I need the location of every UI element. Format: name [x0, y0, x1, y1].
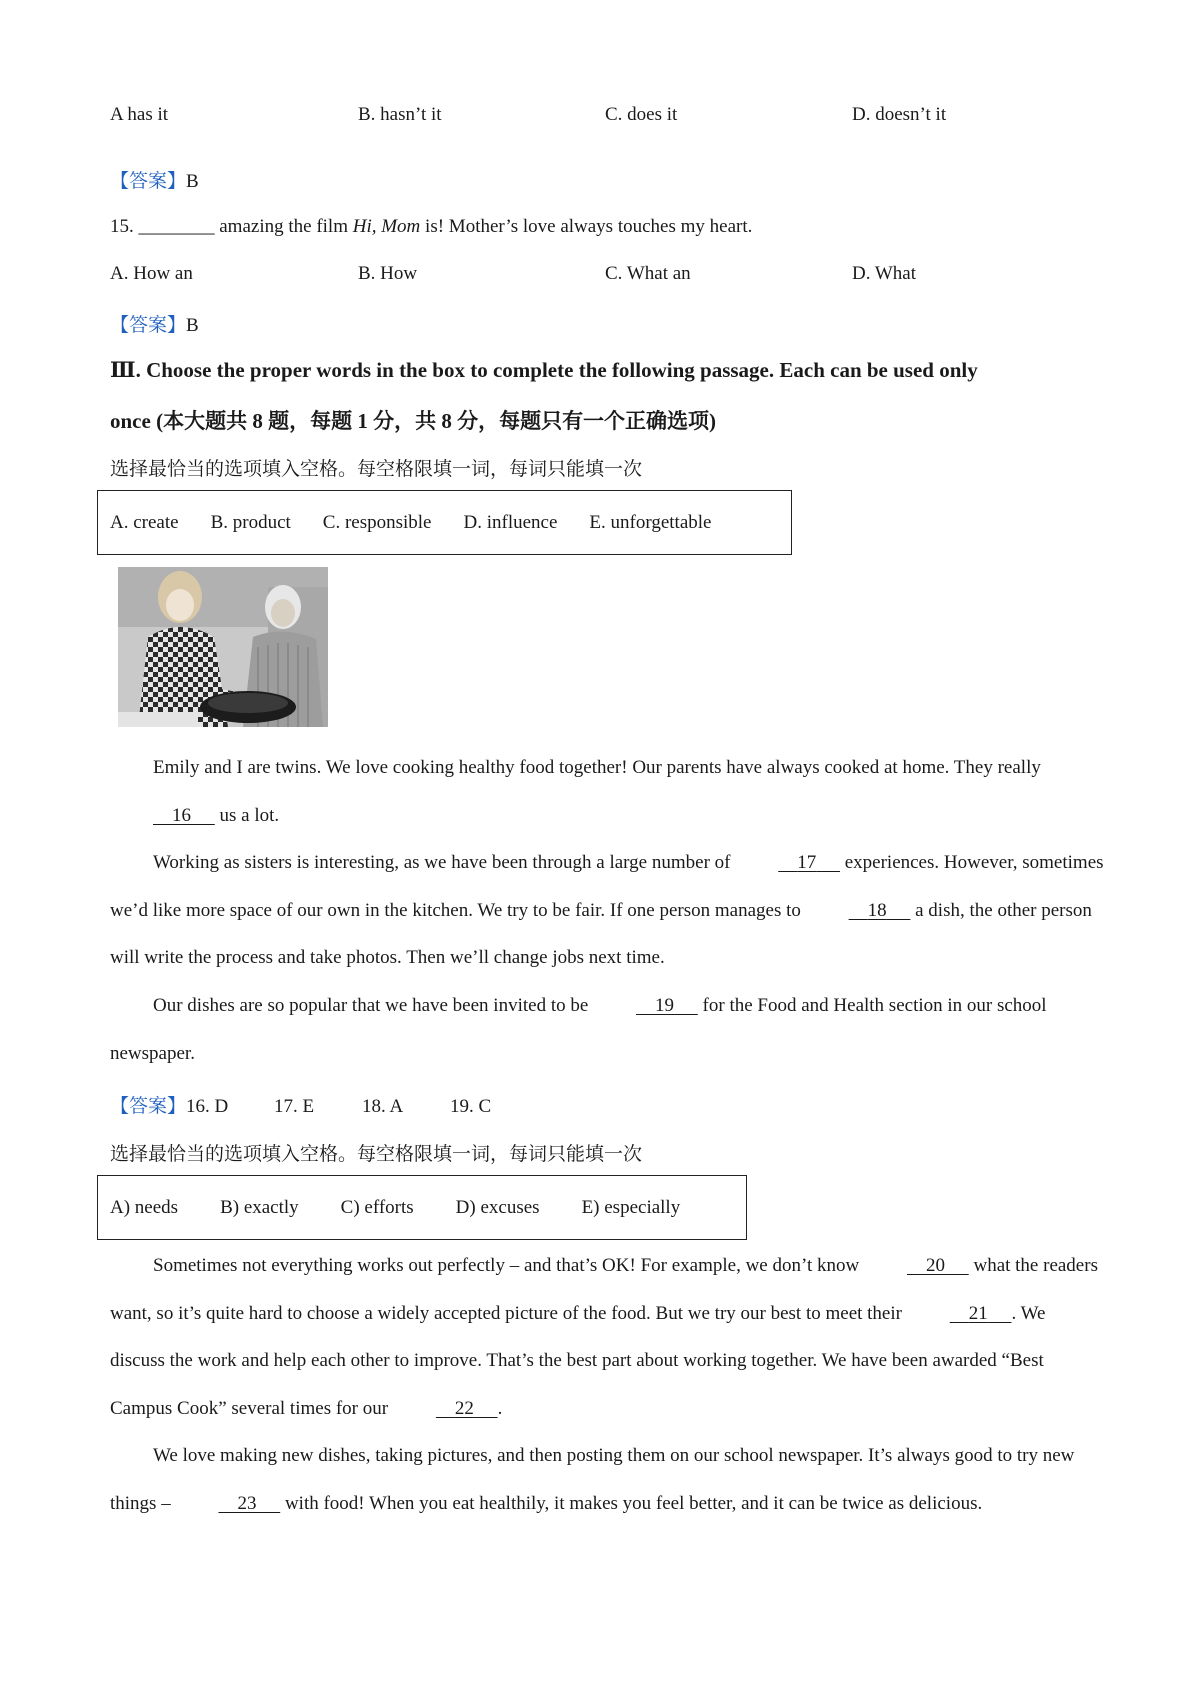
word-box-2-option-c: C) efforts: [340, 1196, 414, 1218]
blank-20: [864, 1242, 969, 1290]
q15-stem: [110, 216, 752, 238]
passage1-paragraph2: [110, 839, 1105, 982]
q15-number: 15.: [110, 216, 134, 237]
word-box-1-option-a: A. create: [110, 511, 179, 533]
q14-option-b: B. hasn’t it: [358, 104, 442, 125]
section3-heading-line1: Ⅲ. Choose the proper words in the box to complete the following passage. Each can be used only: [110, 358, 978, 382]
passage1-p3-after: for the Food and Health section in our school newspaper.: [110, 995, 1047, 1064]
word-box-2-option-a: A) needs: [110, 1196, 179, 1218]
answer-19: 19. C: [450, 1096, 492, 1117]
word-box-1-option-c: C. responsible: [322, 511, 432, 533]
section3-instruction: 选择最恰当的选项填入空格。每空格限填一词，每词只能填一次: [110, 459, 643, 480]
blank-17: [735, 839, 840, 887]
blank-23: [175, 1480, 280, 1528]
instruction-2: 选择最恰当的选项填入空格。每空格限填一词，每词只能填一次: [110, 1144, 643, 1165]
q15-text-after: is! Mother’s love always touches my heart.: [420, 216, 753, 237]
q14-answer-value: B: [186, 171, 199, 192]
twins-cooking-photo: [118, 567, 328, 727]
q15-option-b: B. How: [358, 263, 418, 284]
blank-16: [110, 792, 215, 840]
q14-answer: [110, 166, 199, 193]
answer-17: 17. E: [274, 1096, 315, 1117]
q15-answer-value: B: [186, 315, 199, 336]
blank-19: [593, 982, 698, 1030]
blank-21-number: 21: [968, 1302, 988, 1324]
blank-22-number: 22: [454, 1397, 474, 1419]
q14-option-a: A has it: [110, 104, 169, 125]
q15-option-c: C. What an: [605, 263, 691, 284]
passage1-p3-before: Our dishes are so popular that we have been invited to be: [153, 995, 594, 1016]
q15-answer: [110, 310, 199, 337]
passage1-p2-mid: experiences. However, sometimes we’d like more space of our own in the kitchen. We try to be fair. If one person manages to: [110, 852, 1104, 921]
blank-23-number: 23: [237, 1492, 257, 1514]
blank-18: [806, 887, 911, 935]
answers-16-19: [110, 1091, 491, 1118]
passage2-p2-before: We love making new dishes, taking pictures, and then posting them on our school newspaper. It’s always good to try new things –: [110, 1445, 1075, 1514]
passage1-p1-before: Emily and I are twins. We love cooking healthy food together! Our parents have always cooked at home. They really: [153, 757, 1041, 778]
answer-label: 【答案】: [110, 171, 187, 192]
q14-option-d: D. doesn’t it: [852, 104, 947, 125]
passage2-paragraph2: [110, 1432, 1105, 1527]
blank-22: [393, 1385, 498, 1433]
word-box-1-option-e: E. unforgettable: [589, 511, 712, 533]
q14-option-c: C. does it: [605, 104, 678, 125]
answer-label: 【答案】: [110, 1096, 187, 1117]
blank-21: [907, 1290, 1012, 1338]
blank-17-number: 17: [797, 852, 817, 873]
word-box-2-option-b: B) exactly: [220, 1196, 299, 1218]
passage2-p1-mid2: . We discuss the work and help each other to improve. That’s the best part about working together. We have been awarded “Best Campus Cook” several times for our: [110, 1302, 1046, 1419]
blank-18-number: 18: [867, 899, 887, 921]
answer-label: 【答案】: [110, 315, 187, 336]
passage2-p2-after: with food! When you eat healthily, it makes you feel better, and it can be twice as delicious.: [280, 1492, 983, 1514]
word-box-1-option-d: D. influence: [463, 511, 558, 533]
passage1-paragraph1: [110, 744, 1105, 839]
q15-blank: ________: [138, 216, 215, 237]
passage2-paragraph1: [110, 1242, 1105, 1432]
passage1-p2-before: Working as sisters is interesting, as we have been through a large number of: [153, 852, 736, 873]
passage2-p1-after: .: [497, 1397, 503, 1419]
word-box-1: [97, 490, 792, 555]
word-box-2: [97, 1175, 747, 1240]
passage2-p1-before: Sometimes not everything works out perfectly – and that’s OK! For example, we don’t know: [153, 1255, 864, 1276]
passage1-p1-after: us a lot.: [214, 804, 280, 826]
q15-option-d: D. What: [852, 263, 917, 284]
answer-16: 16. D: [186, 1096, 229, 1117]
word-box-1-option-b: B. product: [210, 511, 291, 533]
passage2-p1-mid: what the readers want, so it’s quite hard to choose a widely accepted picture of the food. But we try our best to meet their: [110, 1255, 1098, 1324]
answer-18: 18. A: [362, 1096, 404, 1117]
section3-heading-line2: once (本大题共 8 题，每题 1 分，共 8 分，每题只有一个正确选项): [110, 409, 717, 433]
passage1-paragraph3: [110, 982, 1105, 1077]
word-box-2-option-e: E) especially: [581, 1196, 681, 1218]
photo-illustration: [118, 567, 328, 727]
q15-text-before: amazing the film: [214, 216, 353, 237]
blank-16-number: 16: [172, 804, 191, 826]
word-box-2-option-d: D) excuses: [455, 1196, 540, 1218]
passage1-p2-after: a dish, the other person will write the process and take photos. Then we’ll change jobs next time.: [110, 899, 1092, 968]
blank-19-number: 19: [655, 995, 675, 1016]
q15-option-a: A. How an: [110, 263, 193, 284]
blank-20-number: 20: [925, 1255, 945, 1276]
q15-film-title: Hi, Mom: [352, 216, 421, 237]
